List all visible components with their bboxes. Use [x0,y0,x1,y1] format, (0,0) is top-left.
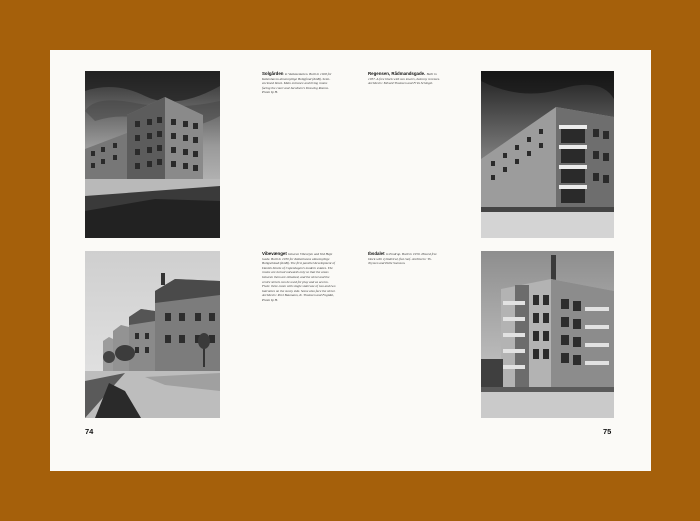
caption-title: Regensen, Rådmandsgade. [368,71,427,76]
book-spread [50,50,651,471]
caption-regensen [368,72,442,86]
page-number-right: 75 [603,427,612,436]
page-number-left: 74 [85,427,94,436]
photo-gabled-row-houses-street [85,251,220,418]
caption-ibsdalet [368,252,442,266]
caption-text: in Emdrup. Built in 1950. Placed free block with cylindrical, flat roof. Architects: Th. Teyssen and Palle Suenson. [368,252,437,266]
caption-text: between Vibevejen and Ved Høje Gade. Built in 1930 for Københavns almennyttige Boligselskab (KAB). The first parallel development of Danish blocks of Copenhagen's modern estates. The rooms are turned outwards only so that the areas between them are obtained, and the street and the centre streets can be used for play and as access. Flats: three-room with single staircase of two and two balconies on the sunny side. Some also face the street. Architects: Povl Baumann, K. Thomsen and Fogtdal, Photo Ip H. [262,252,336,302]
photo-corner-apartment-block [85,71,220,238]
caption-text: Built in 1937. A free block with sun towers, balcony recesses. Architects: Edvard Thomsen and Frits Schlegel. [368,72,441,86]
caption-title: Solgården [262,71,285,76]
caption-vibevaenget [262,252,336,303]
caption-title: Vibevænget [262,251,289,256]
caption-title: Ibsdalet [368,251,386,256]
photo-tall-balcony-block [481,251,614,418]
photo-balcony-apartment-block [481,71,614,238]
caption-text: in Vanløseskolen. Built in 1928 for Københavns almennyttige Boligfond (KAB). Semi-enclosed block. Main entrance and living rooms facing the court and Jacobsen's Drawing Rooms. Photo Ip H. [262,72,332,95]
caption-solgarden [262,72,336,95]
